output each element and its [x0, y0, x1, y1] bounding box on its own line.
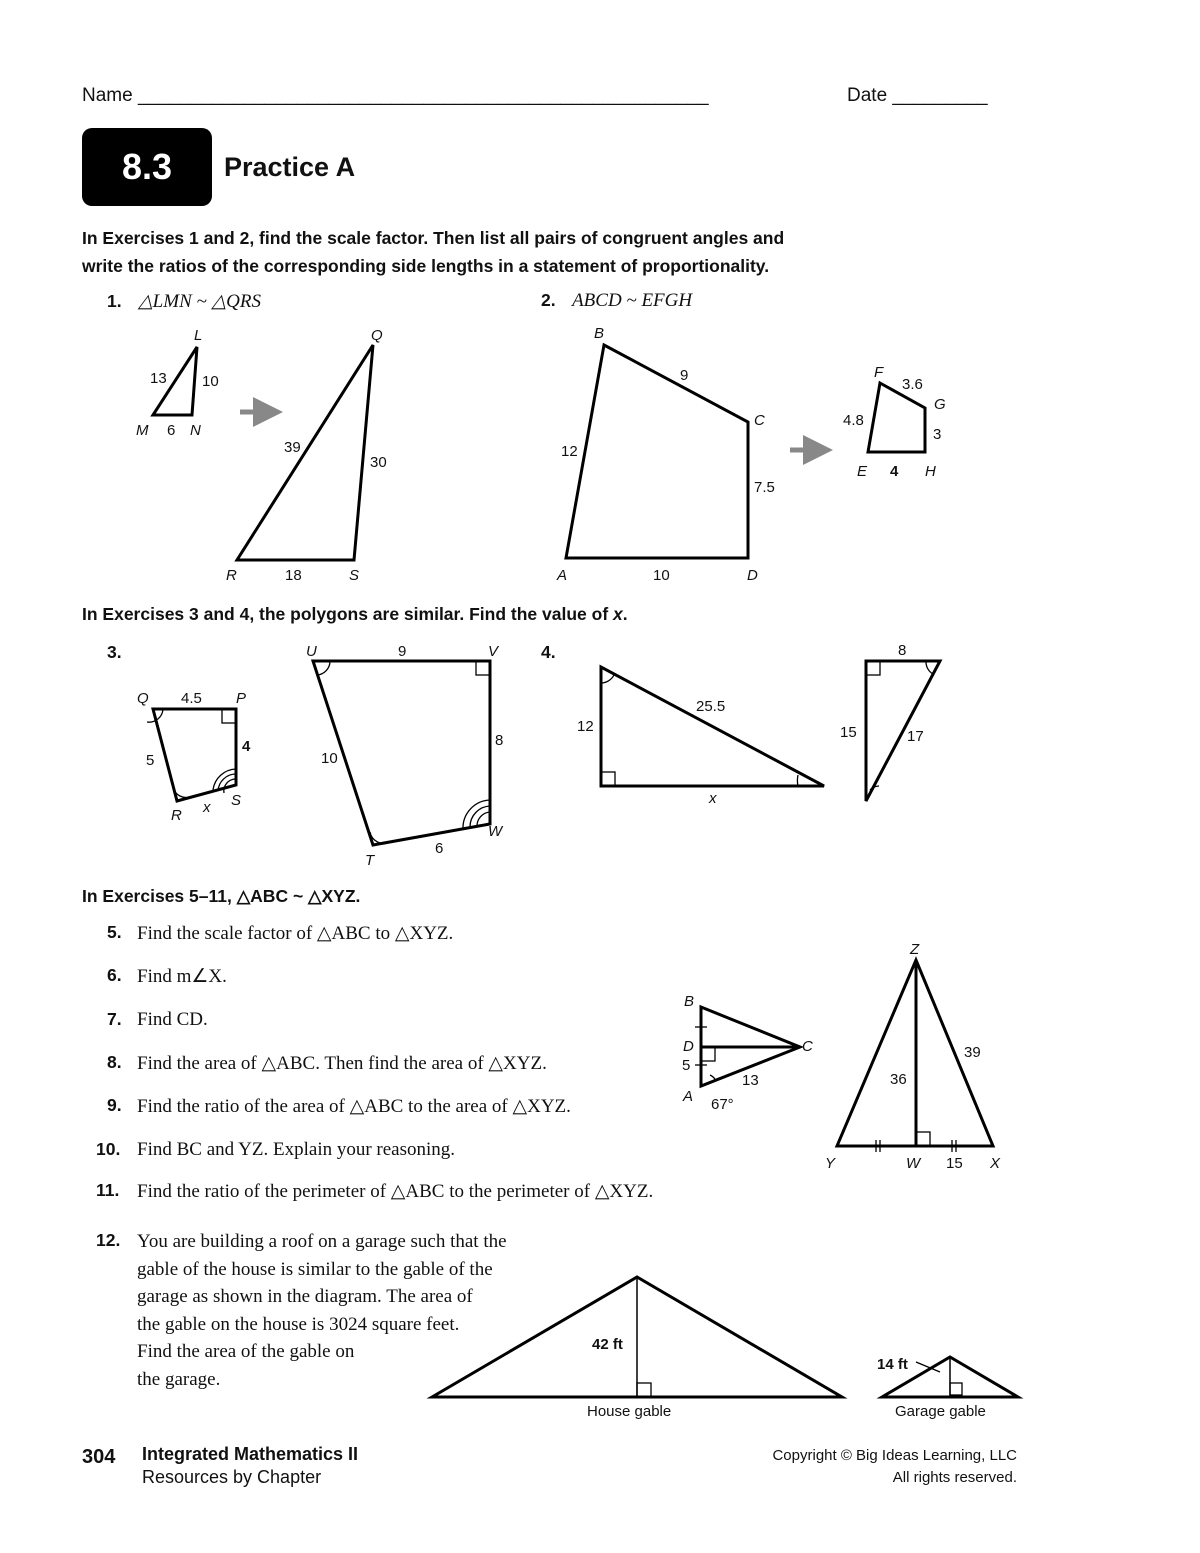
fig2-G: G [934, 396, 946, 413]
fig1-L: L [194, 327, 203, 344]
exercise-12-line: Find the area of the gable on [137, 1341, 355, 1362]
fig3-W: W [488, 823, 503, 840]
instruction-2 [82, 600, 628, 628]
date-label: Date [847, 85, 888, 106]
fig3-U: U [306, 643, 317, 660]
triangle-ex4-left [601, 667, 824, 786]
fig1-M: M [136, 422, 149, 439]
fig2-A: A [557, 567, 568, 584]
fig5-D: D [683, 1038, 694, 1055]
exercise-12-line: the gable on the house is 3024 square feet. [137, 1313, 460, 1335]
fig2-3: 3 [933, 426, 942, 443]
instruction-1-line-2: write the ratios of the corresponding side lengths in a statement of proportionality. [82, 256, 770, 276]
fig1-S: S [349, 567, 360, 584]
exercise-2-text: ABCD ~ EFGH [572, 290, 693, 311]
fig1-30: 30 [370, 454, 387, 471]
exercise-6-text: Find m∠X. [137, 966, 227, 987]
fig4-17: 17 [907, 728, 924, 745]
instruction-2-end: . [622, 604, 628, 624]
fig1-39: 39 [284, 439, 301, 456]
fig2-3-6: 3.6 [902, 376, 923, 393]
fig3-V: V [488, 643, 499, 660]
fig3-4-5: 4.5 [181, 690, 202, 707]
fig2-10: 10 [653, 567, 670, 584]
exercise-10-number: 10. [96, 1139, 121, 1159]
fig1-10: 10 [202, 373, 219, 390]
page-number: 304 [82, 1446, 116, 1468]
fig1-13: 13 [150, 370, 167, 387]
fig5-39: 39 [964, 1044, 981, 1061]
exercise-11-number: 11. [96, 1180, 120, 1200]
fig4-15: 15 [840, 724, 857, 741]
exercise-12-line: gable of the house is similar to the gable of the [137, 1258, 493, 1280]
exercise-4-number: 4. [541, 642, 556, 662]
fig2-D: D [747, 567, 758, 584]
fig3-6: 6 [435, 840, 444, 857]
fig5-A: A [683, 1088, 694, 1105]
quad-efgh [868, 383, 925, 452]
exercise-10-text: Find BC and YZ. Explain your reasoning. [137, 1139, 456, 1160]
fig5-67: 67° [711, 1096, 734, 1113]
garage-label: Garage gable [895, 1403, 986, 1420]
fig2-B: B [594, 325, 605, 342]
section-number: 8.3 [121, 146, 173, 187]
footer-rights: All rights reserved. [892, 1469, 1017, 1486]
fig5-W: W [906, 1155, 921, 1172]
fig2-7-5: 7.5 [754, 479, 775, 496]
fig1-N: N [190, 422, 201, 439]
house-label: House gable [587, 1403, 672, 1420]
fig5-B: B [684, 993, 695, 1010]
instruction-1-line-1: In Exercises 1 and 2, find the scale factor. Then list all pairs of congruent angles and [82, 228, 785, 248]
exercise-3-number: 3. [107, 642, 122, 662]
exercise-11-text: Find the ratio of the perimeter of △ABC to the perimeter of △XYZ. [137, 1181, 654, 1202]
fig3-P: P [236, 690, 247, 707]
fig3-9: 9 [398, 643, 407, 660]
fig4-12: 12 [577, 718, 594, 735]
exercise-12-line: You are building a roof on a garage such that the [137, 1231, 507, 1252]
exercise-12-line: the garage. [137, 1368, 221, 1390]
fig1-Q: Q [371, 327, 383, 344]
fig5-X: X [990, 1155, 1001, 1172]
fig4-8: 8 [898, 642, 907, 659]
exercise-9-number: 9. [107, 1095, 122, 1115]
fig3-5: 5 [146, 752, 155, 769]
fig3-Q: Q [137, 690, 149, 707]
quad-abcd [566, 345, 748, 558]
footer-book-title: Integrated Mathematics II [142, 1444, 359, 1464]
garage-height: 14 ft [877, 1356, 908, 1373]
fig1-R: R [226, 567, 237, 584]
fig2-9: 9 [680, 367, 689, 384]
date-line: _________ [892, 85, 988, 106]
fig5-Z: Z [910, 941, 920, 958]
fig5-15: 15 [946, 1155, 963, 1172]
quad-uvwt [313, 661, 490, 845]
fig2-4-8: 4.8 [843, 412, 864, 429]
fig2-E: E [857, 463, 868, 480]
exercise-12-text [137, 1228, 507, 1393]
instruction-2-var: x [613, 604, 623, 624]
exercise-1-number: 1. [107, 291, 122, 311]
name-line: ______________________________________________________ [137, 85, 709, 106]
fig3-4: 4 [242, 738, 251, 755]
fig2-4: 4 [890, 463, 899, 480]
fig3-10: 10 [321, 750, 338, 767]
triangle-ex4-right [866, 661, 940, 801]
name-label: Name [82, 85, 133, 106]
fig5-13: 13 [742, 1072, 759, 1089]
fig1-18: 18 [285, 567, 302, 584]
exercise-8-number: 8. [107, 1052, 122, 1072]
exercise-2-number: 2. [541, 290, 556, 310]
triangle-qrs [237, 345, 373, 560]
fig4-25-5: 25.5 [696, 698, 726, 715]
fig2-H: H [925, 463, 936, 480]
exercise-5-number: 5. [107, 922, 122, 942]
fig2-F: F [874, 364, 884, 381]
instruction-2-text: In Exercises 3 and 4, the polygons are similar. Find the value of [82, 604, 614, 624]
fig4-x: x [709, 790, 717, 807]
exercise-7-number: 7. [107, 1009, 122, 1029]
page-title: Practice A [224, 152, 356, 182]
exercise-1-text: △LMN ~ △QRS [138, 291, 261, 312]
exercise-9-text: Find the ratio of the area of △ABC to the area of △XYZ. [137, 1096, 571, 1117]
fig3-T: T [365, 852, 375, 869]
instruction-3: In Exercises 5–11, △ABC ~ △XYZ. [82, 886, 361, 906]
fig5-5: 5 [682, 1057, 691, 1074]
footer-subtitle: Resources by Chapter [142, 1467, 322, 1487]
exercise-8-text: Find the area of △ABC. Then find the area of △XYZ. [137, 1053, 547, 1074]
exercise-6-number: 6. [107, 965, 122, 985]
fig5-C: C [802, 1038, 813, 1055]
footer-copyright: Copyright © Big Ideas Learning, LLC [772, 1447, 1017, 1464]
exercise-12-number: 12. [96, 1230, 121, 1250]
fig3-8: 8 [495, 732, 504, 749]
fig2-C: C [754, 412, 765, 429]
exercise-12-line: garage as shown in the diagram. The area of [137, 1286, 473, 1307]
exercise-5-text: Find the scale factor of △ABC to △XYZ. [137, 923, 454, 944]
fig2-12: 12 [561, 443, 578, 460]
exercise-7-text: Find CD. [137, 1009, 208, 1030]
fig3-x: x [203, 799, 211, 816]
fig3-R: R [171, 807, 182, 824]
house-height: 42 ft [592, 1336, 623, 1353]
fig5-36: 36 [890, 1071, 907, 1088]
fig3-S: S [231, 792, 242, 809]
fig5-Y: Y [825, 1155, 836, 1172]
fig1-6: 6 [167, 422, 176, 439]
